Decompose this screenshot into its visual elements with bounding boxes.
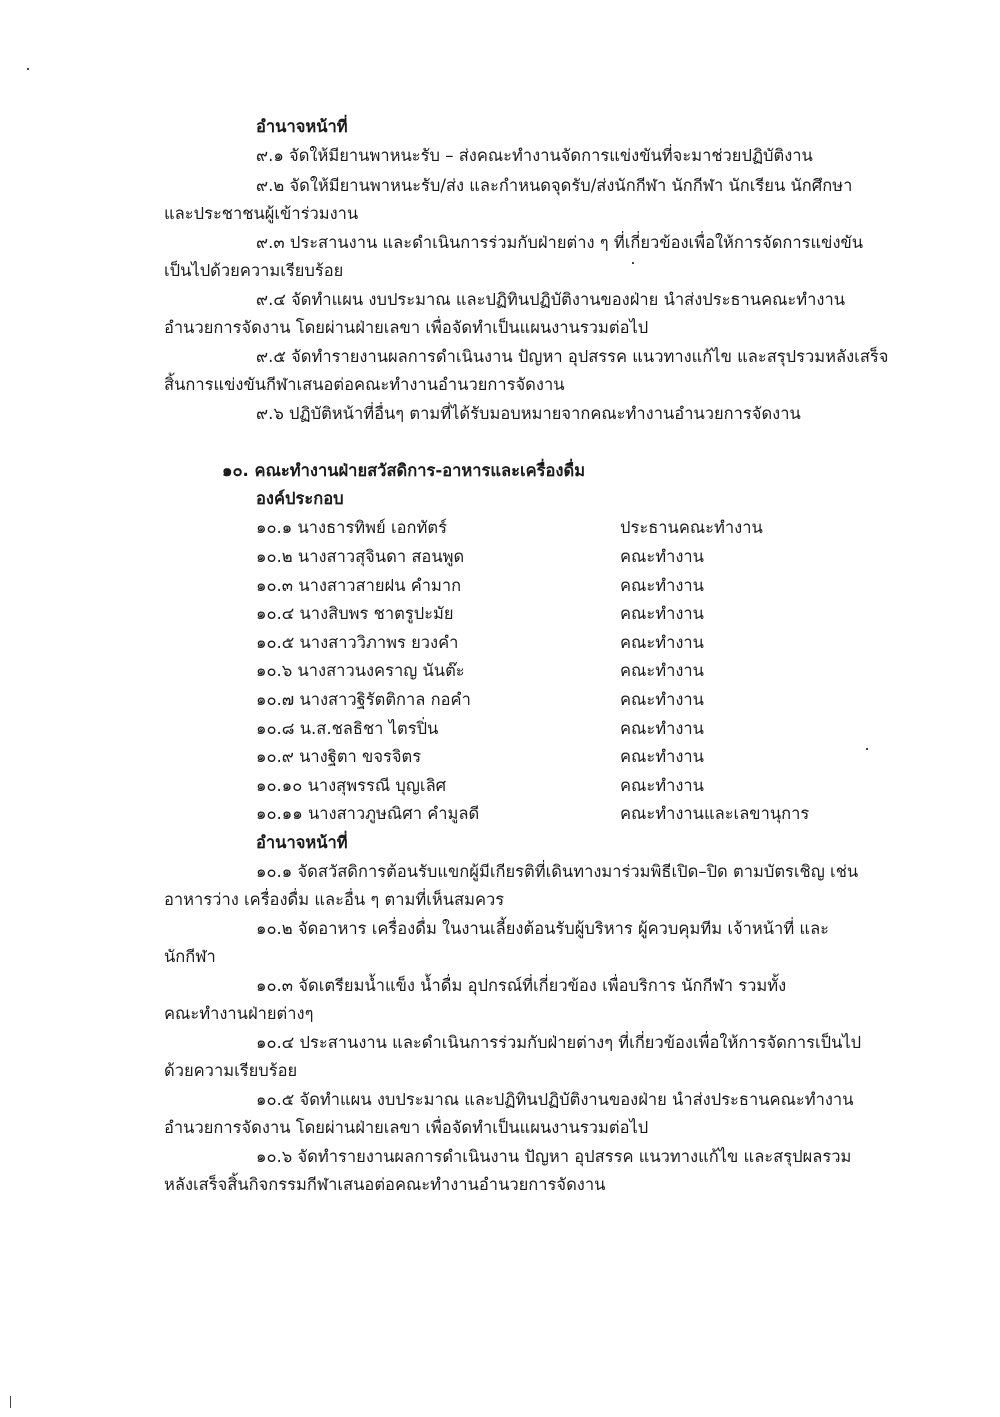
member-role: ประธานคณะทำงาน xyxy=(620,518,763,537)
scan-speck xyxy=(866,748,868,750)
duty-10-1-cont: อาหารว่าง เครื่องดื่ม และอื่น ๆ ตามที่เห็นสมควร xyxy=(164,890,505,909)
member-role: คณะทำงาน xyxy=(620,576,704,595)
duty-10-3-cont: คณะทำงานฝ่ายต่างๆ xyxy=(164,1004,314,1023)
member-role: คณะทำงาน xyxy=(620,690,704,709)
member-role: คณะทำงาน xyxy=(620,604,704,623)
member-role: คณะทำงาน xyxy=(620,719,704,738)
member-name: ๑๐.๑๑ นางสาวภูษณิศา คำมูลดี xyxy=(256,804,480,823)
duty-9-4: ๙.๔ จัดทำแผน งบประมาณ และปฏิทินปฏิบัติงานของฝ่าย นำส่งประธานคณะทำงาน xyxy=(256,290,846,309)
member-name: ๑๐.๓ นางสาวสายฝน คำมาก xyxy=(256,576,462,595)
duty-10-4: ๑๐.๔ ประสานงาน และดำเนินการร่วมกับฝ่ายต่างๆ ที่เกี่ยวข้องเพื่อให้การจัดการเป็นไป xyxy=(256,1033,862,1052)
member-name: ๑๐.๔ นางสิบพร ชาตรูปะมัย xyxy=(256,604,454,623)
member-name: ๑๐.๑ นางธารทิพย์ เอกทัตร์ xyxy=(256,518,447,537)
member-role: คณะทำงาน xyxy=(620,776,704,795)
duty-9-1: ๙.๑ จัดให้มียานพาหนะรับ – ส่งคณะทำงานจัดการแข่งขันที่จะมาช่วยปฏิบัติงาน xyxy=(256,146,813,165)
section10-members-heading: องค์ประกอบ xyxy=(256,489,344,508)
member-name: ๑๐.๘ น.ส.ชลธิชา ไตรปิ่น xyxy=(256,719,439,738)
section10-duties-heading: อำนาจหน้าที่ xyxy=(256,833,348,852)
duty-9-3: ๙.๓ ประสานงาน และดำเนินการร่วมกับฝ่ายต่าง ๆ ที่เกี่ยวข้องเพื่อให้การจัดการแข่งขัน xyxy=(256,233,864,252)
scan-edge-mark xyxy=(10,1396,11,1408)
duty-10-6-cont: หลังเสร็จสิ้นกิจกรรมกีฬาเสนอต่อคณะทำงานอำนวยการจัดงาน xyxy=(164,1175,606,1194)
duty-9-4-cont: อำนวยการจัดงาน โดยผ่านฝ่ายเลขา เพื่อจัดทำเป็นแผนงานรวมต่อไป xyxy=(164,318,649,337)
member-role: คณะทำงาน xyxy=(620,661,704,680)
section10-title: ๑๐. คณะทำงานฝ่ายสวัสดิการ-อาหารและเครื่องดื่ม xyxy=(222,461,586,480)
member-name: ๑๐.๒ นางสาวสุจินดา สอนพูด xyxy=(256,547,465,566)
duty-10-2-cont: นักกีฬา xyxy=(164,947,216,966)
duty-9-6: ๙.๖ ปฏิบัติหน้าที่อื่นๆ ตามที่ได้รับมอบหมายจากคณะทำงานอำนวยการจัดงาน xyxy=(256,404,801,423)
section9-duties-heading: อำนาจหน้าที่ xyxy=(256,117,348,136)
member-role: คณะทำงาน xyxy=(620,547,704,566)
duty-10-1: ๑๐.๑ จัดสวัสดิการต้อนรับแขกผู้มีเกียรติที่เดินทางมาร่วมพิธีเปิด–ปิด ตามบัตรเชิญ เช่น xyxy=(256,862,859,881)
duty-9-5: ๙.๕ จัดทำรายงานผลการดำเนินงาน ปัญหา อุปสรรค แนวทางแก้ไข และสรุปรวมหลังเสร็จ xyxy=(256,347,889,366)
duty-10-5: ๑๐.๕ จัดทำแผน งบประมาณ และปฏิทินปฏิบัติงานของฝ่าย นำส่งประธานคณะทำงาน xyxy=(256,1090,854,1109)
member-role: คณะทำงาน xyxy=(620,747,704,766)
duty-10-2: ๑๐.๒ จัดอาหาร เครื่องดื่ม ในงานเลี้ยงต้อนรับผู้บริหาร ผู้ควบคุมทีม เจ้าหน้าที่ และ xyxy=(256,919,830,938)
duty-10-6: ๑๐.๖ จัดทำรายงานผลการดำเนินงาน ปัญหา อุปสรรค แนวทางแก้ไข และสรุปผลรวม xyxy=(256,1147,852,1166)
member-name: ๑๐.๑๐ นางสุพรรณี บุญเลิศ xyxy=(256,776,447,795)
scan-speck xyxy=(632,262,634,264)
duty-9-5-cont: สิ้นการแข่งขันกีฬาเสนอต่อคณะทำงานอำนวยการจัดงาน xyxy=(164,375,565,394)
member-name: ๑๐.๕ นางสาววิภาพร ยวงคำ xyxy=(256,633,459,652)
duty-9-2: ๙.๒ จัดให้มียานพาหนะรับ/ส่ง และกำหนดจุดรับ/ส่งนักกีฬา นักกีฬา นักเรียน นักศึกษา xyxy=(256,176,853,195)
duty-9-3-cont: เป็นไปด้วยความเรียบร้อย xyxy=(164,261,344,280)
duty-9-2-cont: และประชาชนผู้เข้าร่วมงาน xyxy=(164,204,359,223)
member-role: คณะทำงาน xyxy=(620,633,704,652)
scan-speck xyxy=(27,68,29,70)
duty-10-3: ๑๐.๓ จัดเตรียมน้ำแข็ง น้ำดื่ม อุปกรณ์ที่เกี่ยวข้อง เพื่อบริการ นักกีฬา รวมทั้ง xyxy=(256,976,787,995)
duty-10-4-cont: ด้วยความเรียบร้อย xyxy=(164,1061,298,1080)
member-name: ๑๐.๙ นางฐิตา ขจรจิตร xyxy=(256,747,422,766)
member-role: คณะทำงานและเลขานุการ xyxy=(620,804,810,823)
member-name: ๑๐.๗ นางสาวฐิรัตติกาล กอคำ xyxy=(256,690,471,709)
member-name: ๑๐.๖ นางสาวนงคราญ นันต๊ะ xyxy=(256,661,465,680)
duty-10-5-cont: อำนวยการจัดงาน โดยผ่านฝ่ายเลขา เพื่อจัดทำเป็นแผนงานรวมต่อไป xyxy=(164,1118,649,1137)
